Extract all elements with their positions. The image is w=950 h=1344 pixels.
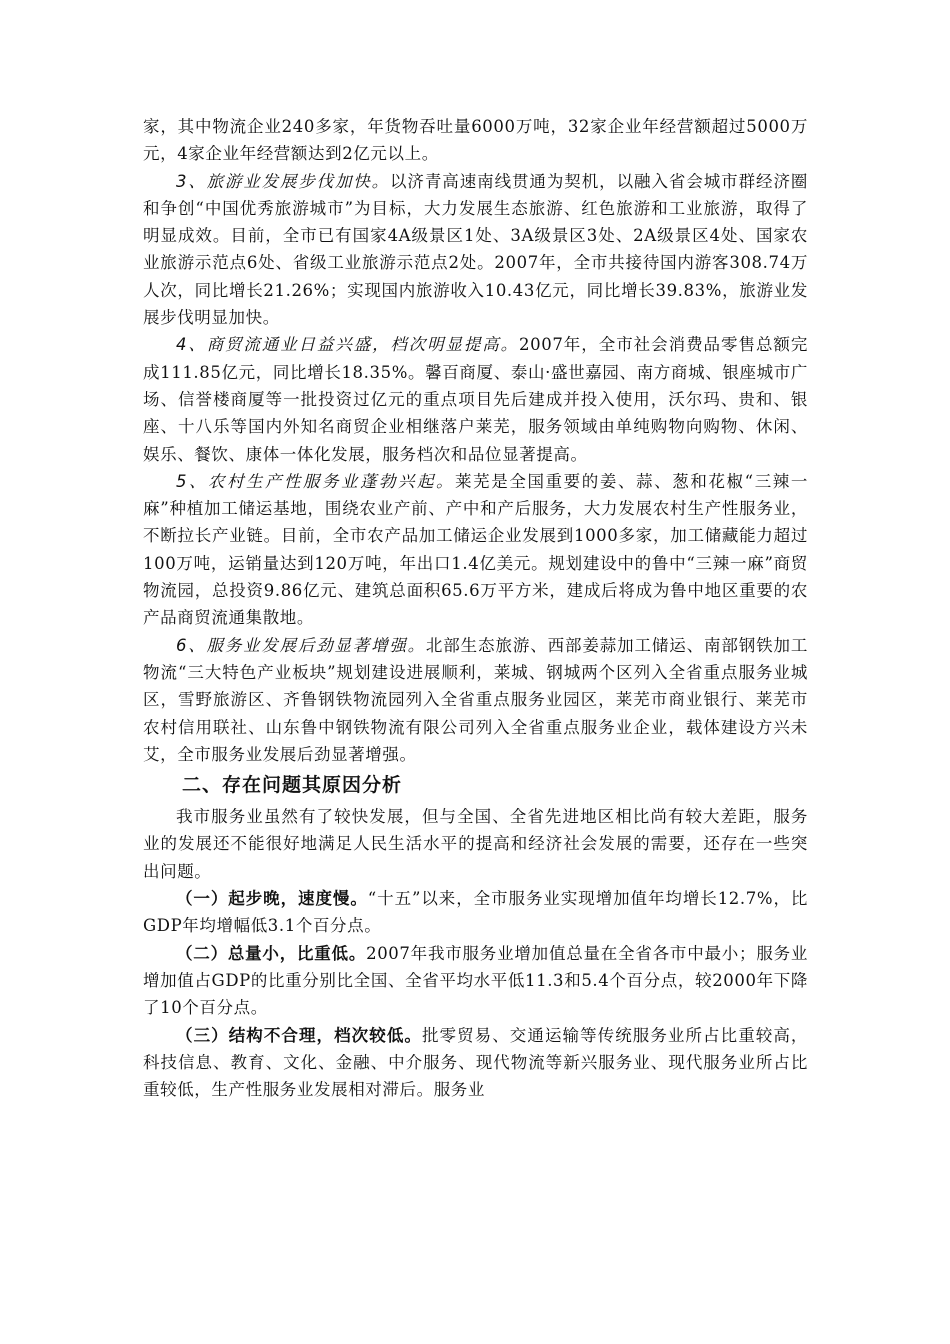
paragraph-commerce-lead: 4、商贸流通业日益兴盛，档次明显提高。 xyxy=(176,335,520,355)
problem-3-lead: （三）结构不合理，档次较低。 xyxy=(176,1025,422,1045)
paragraph-momentum-lead: 6、服务业发展后劲显著增强。 xyxy=(176,635,426,655)
problem-1-body: “十五”以来，全市服务业实现增加值年均增长12.7%，比GDP年均增幅低3.1个百分点。 xyxy=(143,889,808,936)
problem-2-lead: （二）总量小，比重低。 xyxy=(176,943,367,963)
problem-2-body: 2007年我市服务业增加值总量在全省各市中最小；服务业增加值占GDP的比重分别比全国、全省平均水平低11.3和5.4个百分点，较2000年下降了10个百分点。 xyxy=(143,943,808,1018)
problem-3-body: 批零贸易、交通运输等传统服务业所占比重较高，科技信息、教育、文化、金融、中介服务、现代物流等新兴服务业、现代服务业所占比重较低，生产性服务业发展相对滞后。服务业 xyxy=(143,1025,809,1100)
section-heading: 二、存在问题其原因分析 xyxy=(182,774,403,797)
document-body xyxy=(143,113,808,1103)
paragraph-commerce-body: 2007年，全市社会消费品零售总额完成111.85亿元，同比增长18.35%。馨百商厦、泰山·盛世嘉园、南方商城、银座城市广场、信誉楼商厦等一批投资过亿元的重点项目先后建成并投入使用，沃尔玛、贵和、银座、十八乐等国内外知名商贸企业相继落户莱芜，服务领域由单纯购物向购物、休闲、娱乐、餐饮、康体一体化发展，服务档次和品位显著提高。 xyxy=(143,335,808,464)
paragraph-tourism-body: 以济青高速南线贯通为契机，以融入省会城市群经济圈和争创“中国优秀旅游城市”为目标，大力发展生态旅游、红色旅游和工业旅游，取得了明显成效。目前，全市已有国家4A级景区1处、3A级景区3处、2A级景区4处、国家农业旅游示范点6处、省级工业旅游示范点2处。2007年，全市共接待国内游客308.74万人次，同比增长21.26%；实现国内旅游收入10.43亿元，同比增长39.83%，旅游业发展步伐明显加快。 xyxy=(143,171,809,328)
paragraph-continuation: 家，其中物流企业240多家，年货物吞吐量6000万吨，32家企业年经营额超过5000万元，4家企业年经营额达到2亿元以上。 xyxy=(143,117,808,164)
paragraph-problem-3 xyxy=(143,1022,808,1104)
paragraph-momentum-body: 北部生态旅游、西部姜蒜加工储运、南部钢铁加工物流“三大特色产业板块”规划建设进展顺利，莱城、钢城两个区列入全省重点服务业城区，雪野旅游区、齐鲁钢铁物流园列入全省重点服务业园区，莱芜市商业银行、莱芜市农村信用联社、山东鲁中钢铁物流有限公司列入全省重点服务业企业，载体建设方兴未艾，全市服务业发展后劲显著增强。 xyxy=(143,635,808,764)
paragraph-rural-services xyxy=(143,468,808,632)
paragraph-rural-services-body: 莱芜是全国重要的姜、蒜、葱和花椒“三辣一麻”种植加工储运基地，围绕农业产前、产中和产后服务，大力发展农村生产性服务业，不断拉长产业链。目前，全市农产品加工储运企业发展到1000多家，加工储藏能力超过100万吨，运销量达到120万吨，年出口1.4亿美元。规划建设中的鲁中“三辣一麻”商贸物流园，总投资9.86亿元、建筑总面积65.6万平方米，建成后将成为鲁中地区重要的农产品商贸流通集散地。 xyxy=(143,471,809,628)
paragraph-problem-1 xyxy=(143,885,808,940)
paragraph-commerce xyxy=(143,331,808,467)
paragraph-tourism-lead: 3、旅游业发展步伐加快。 xyxy=(176,171,390,191)
paragraph-intro: 我市服务业虽然有了较快发展，但与全国、全省先进地区相比尚有较大差距，服务业的发展还不能很好地满足人民生活水平的提高和经济社会发展的需要，还存在一些突出问题。 xyxy=(143,807,808,881)
paragraph-tourism xyxy=(143,168,808,332)
paragraph-momentum xyxy=(143,632,808,768)
problem-1-lead: （一）起步晚，速度慢。 xyxy=(176,889,368,909)
paragraph-rural-services-lead: 5、农村生产性服务业蓬勃兴起。 xyxy=(176,471,456,491)
paragraph-problem-2 xyxy=(143,940,808,1022)
